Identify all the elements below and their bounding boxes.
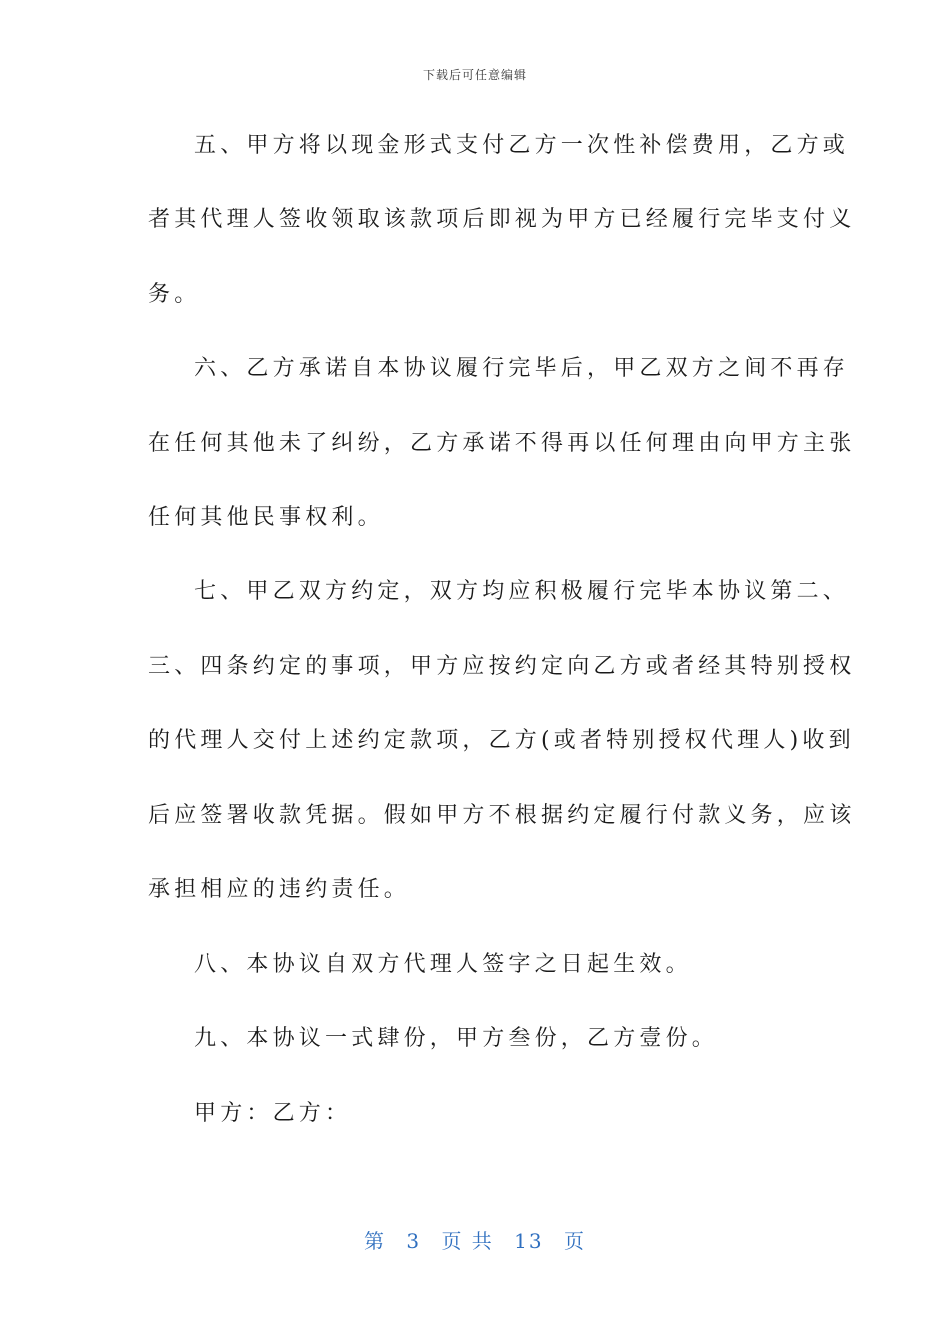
signature-line: 甲方：乙方： [194, 1101, 352, 1126]
clause-5-line-1: 五、甲方将以现金形式支付乙方一次性补偿费用，乙方或 [194, 133, 850, 158]
page-total: 13 [514, 1229, 544, 1253]
clause-6-line-2: 在任何其他未了纠纷，乙方承诺不得再以任何理由向甲方主张 [148, 431, 856, 456]
page-header: 下载后可任意编辑 [422, 68, 527, 82]
page-current: 3 [406, 1229, 422, 1253]
clause-6-line-1: 六、乙方承诺自本协议履行完毕后，甲乙双方之间不再存 [194, 356, 850, 381]
clause-8-line: 八、本协议自双方代理人签字之日起生效。 [194, 952, 692, 977]
clause-7-line-2: 三、四条约定的事项，甲方应按约定向乙方或者经其特别授权 [148, 654, 856, 679]
clause-5-line-3: 务。 [148, 282, 201, 307]
clause-5-line-2: 者其代理人签收领取该款项后即视为甲方已经履行完毕支付义 [148, 207, 856, 232]
page-number [0, 1225, 950, 1254]
clause-7-line-1: 七、甲乙双方约定，双方均应积极履行完毕本协议第二、 [194, 579, 850, 604]
clause-9-line: 九、本协议一式肆份，甲方叁份，乙方壹份。 [194, 1026, 719, 1051]
clause-7-line-5: 承担相应的违约责任。 [148, 877, 411, 902]
clause-7-line-4: 后应签署收款凭据。假如甲方不根据约定履行付款义务，应该 [148, 803, 856, 828]
clause-7-line-3: 的代理人交付上述约定款项，乙方(或者特别授权代理人)收到 [148, 728, 855, 753]
page-prefix: 第 [364, 1229, 386, 1253]
page-mid: 页 共 [441, 1229, 494, 1253]
page-suffix: 页 [563, 1229, 586, 1253]
clause-6-line-3: 任何其他民事权利。 [148, 505, 384, 530]
